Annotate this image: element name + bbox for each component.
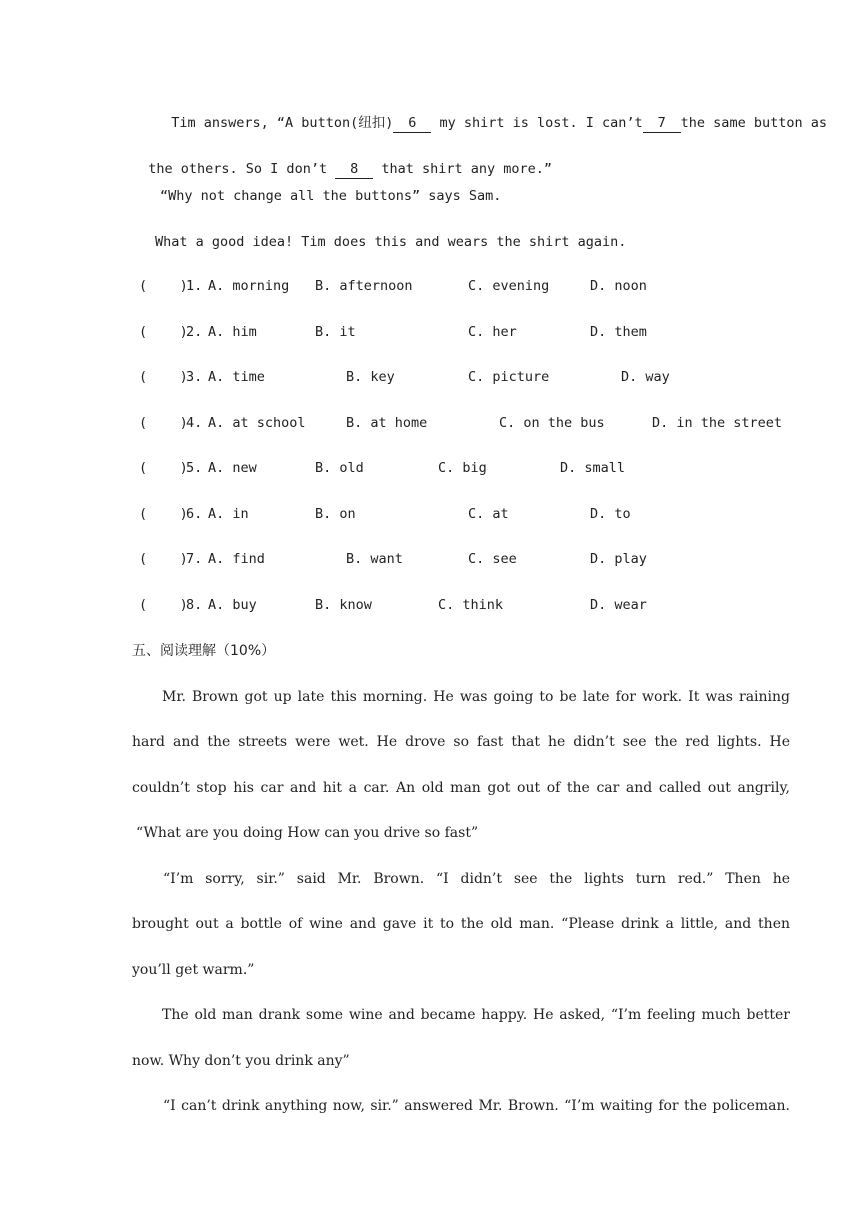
passage-line: hard and the streets were wet. He drove so fast that he didn’t see the red lights. He	[132, 734, 790, 750]
option-b: B. afternoon	[315, 278, 413, 294]
passage-line: “I can’t drink anything now, sir.” answered Mr. Brown. “I’m waiting for the policeman.	[163, 1098, 790, 1114]
option-a: A. him	[208, 324, 257, 340]
cloze-line-3: “Why not change all the buttons” says Sam.	[160, 188, 502, 204]
option-c: C. see	[468, 551, 517, 567]
question-row	[0, 278, 700, 296]
option-c: C. at	[468, 506, 509, 522]
answer-paren: ( )	[139, 506, 188, 522]
passage-line: couldn’t stop his car and hit a car. An old man got out of the car and called out angrily,	[132, 780, 790, 796]
answer-paren: ( )	[139, 597, 188, 613]
option-d: D. way	[621, 369, 670, 385]
blank-8: 8	[335, 160, 373, 179]
answer-paren: ( )	[139, 278, 188, 294]
answer-paren: ( )	[139, 551, 188, 567]
question-number: 4.	[186, 415, 203, 431]
option-a: A. time	[208, 369, 265, 385]
option-d: D. noon	[590, 278, 647, 294]
answer-paren: ( )	[139, 415, 188, 431]
cloze-text: Tim answers, “A button(纽扣)	[171, 115, 394, 131]
option-d: D. play	[590, 551, 647, 567]
passage-line: now. Why don’t you drink any”	[132, 1053, 350, 1069]
question-row	[0, 506, 700, 524]
cloze-line-4: What a good idea! Tim does this and wears the shirt again.	[155, 234, 627, 250]
question-number: 1.	[186, 278, 203, 294]
option-b: B. know	[315, 597, 372, 613]
answer-paren: ( )	[139, 369, 188, 385]
answer-paren: ( )	[139, 324, 188, 340]
question-number: 2.	[186, 324, 203, 340]
passage-line: brought out a bottle of wine and gave it to the old man. “Please drink a little, and then	[132, 916, 790, 932]
option-a: A. buy	[208, 597, 257, 613]
option-b: B. at home	[346, 415, 428, 431]
blank-6: 6	[393, 114, 431, 133]
option-b: B. it	[315, 324, 356, 340]
option-b: B. want	[346, 551, 403, 567]
question-row	[0, 369, 700, 387]
question-number: 3.	[186, 369, 203, 385]
option-a: A. morning	[208, 278, 290, 294]
question-row	[0, 324, 700, 342]
option-d: D. small	[560, 460, 626, 476]
question-row	[0, 551, 700, 569]
passage-line: The old man drank some wine and became happy. He asked, “I’m feeling much better	[162, 1007, 790, 1023]
question-row	[0, 460, 700, 478]
answer-paren: ( )	[139, 460, 188, 476]
option-c: C. her	[468, 324, 517, 340]
passage-line: Mr. Brown got up late this morning. He was going to be late for work. It was raining	[162, 689, 790, 705]
blank-7: 7	[643, 114, 681, 133]
question-number: 7.	[186, 551, 203, 567]
option-c: C. think	[438, 597, 504, 613]
question-number: 6.	[186, 506, 203, 522]
option-d: D. in the street	[652, 415, 783, 431]
cloze-text: my shirt is lost. I can’t	[431, 115, 643, 131]
option-a: A. find	[208, 551, 265, 567]
cloze-text: that shirt any more.”	[373, 161, 553, 177]
passage-line: “I’m sorry, sir.” said Mr. Brown. “I didn’t see the lights turn red.” Then he	[163, 871, 790, 887]
option-a: A. at school	[208, 415, 306, 431]
passage-line: “What are you doing How can you drive so fast”	[136, 825, 479, 841]
option-c: C. on the bus	[499, 415, 605, 431]
option-b: B. old	[315, 460, 364, 476]
cloze-line-2	[132, 142, 552, 179]
question-row	[0, 415, 783, 433]
option-b: B. key	[346, 369, 395, 385]
cloze-text: the others. So I don’t	[148, 161, 336, 177]
question-number: 5.	[186, 460, 203, 476]
option-c: C. picture	[468, 369, 550, 385]
question-row	[0, 597, 700, 615]
option-a: A. new	[208, 460, 257, 476]
option-d: D. to	[590, 506, 631, 522]
option-d: D. wear	[590, 597, 647, 613]
option-c: C. evening	[468, 278, 550, 294]
passage-line: you’ll get warm.”	[132, 962, 255, 978]
option-c: C. big	[438, 460, 487, 476]
option-a: A. in	[208, 506, 249, 522]
option-b: B. on	[315, 506, 356, 522]
question-number: 8.	[186, 597, 203, 613]
cloze-line-1	[155, 96, 827, 133]
cloze-text: the same button as	[680, 115, 827, 131]
section-heading: 五、阅读理解（10%）	[132, 643, 276, 659]
option-d: D. them	[590, 324, 647, 340]
